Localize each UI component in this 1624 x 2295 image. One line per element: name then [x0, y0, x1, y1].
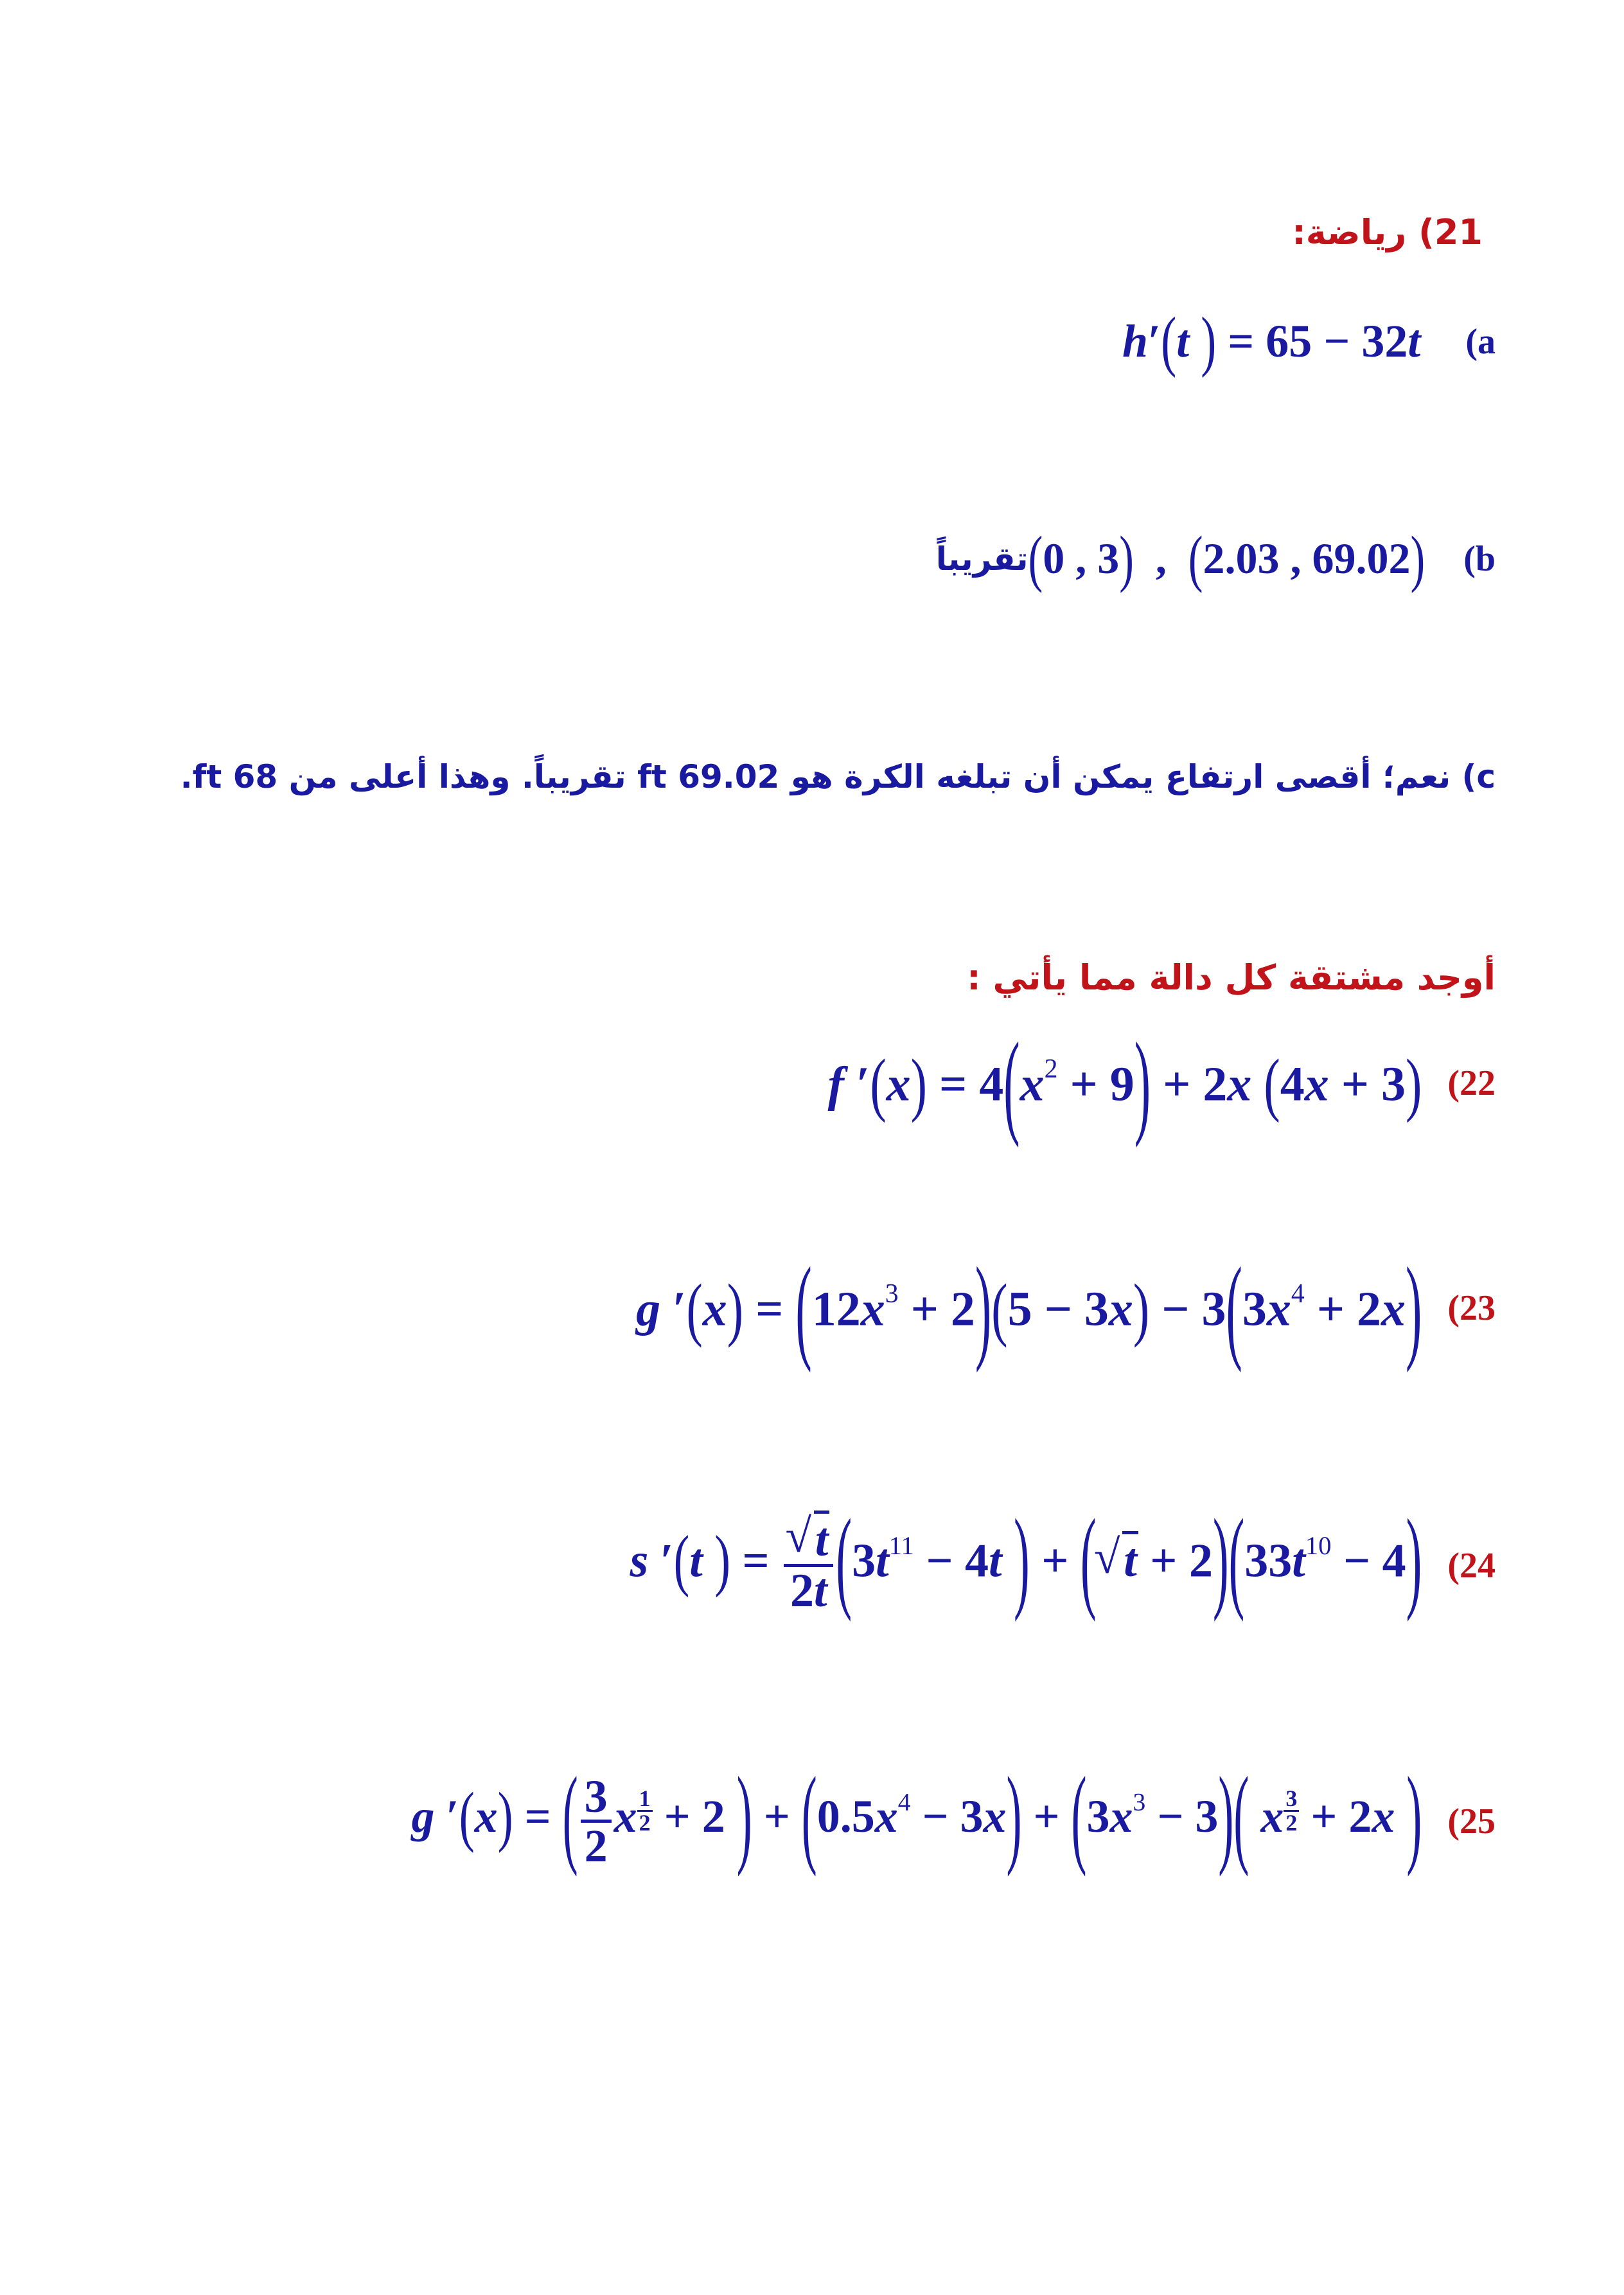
problem-24-equation: s ′(t ) = √ $\frac{t}{2t}$ ($3t^{11} - 4t$ ) + (√ $t + 2)(33t^{10} - 4)$ [630, 1516, 1422, 1615]
problem-21b-suffix: تقريباً [935, 540, 1028, 578]
instruction-heading: أوجد مشتقة كل دالة مما يأتي : [967, 957, 1496, 998]
problem-21b [935, 522, 1496, 594]
problem-22 [827, 1019, 1496, 1149]
problem-24-label: (24 [1447, 1545, 1496, 1586]
problem-25-equation: g ′(x) = ( $\frac{3}{2}$ x $\frac{1}{2}$ + 2 ) + $(0.5x^4 - 3x) + (3x^3 - 3)$( x $\frac{3}{2}$ + 2x ) [411, 1754, 1422, 1878]
problem-24 [630, 1497, 1496, 1624]
problem-21b-points: (0 , 3) , (2.03 , 69.02) [1028, 522, 1425, 594]
problem-25-label: (25 [1447, 1801, 1496, 1841]
problem-23-label: (23 [1447, 1288, 1496, 1328]
problem-21b-label: (b [1463, 538, 1496, 579]
problem-25 [411, 1754, 1496, 1878]
problem-23 [636, 1244, 1496, 1374]
problem-23-equation: g $'(x) = (12x^3 + 2)(5 - 3x) - 3(3x^4 + 2x)$ [636, 1244, 1422, 1374]
problem-21c: c) نعم؛ أقصى ارتفاع يمكن أن تبلغه الكرة هو 69.02 ft تقريباً. وهذا أعلى من 68 ft. [180, 758, 1496, 795]
problem-21a-equation: h′(t ) = 65 − 32t [1122, 303, 1421, 378]
problem-22-equation: f $'(x) = 4(x^2 + 9) + 2x$ (4x + 3) [827, 1019, 1422, 1149]
problem-21-heading: 21) رياضة: [1292, 212, 1483, 253]
problem-22-label: (22 [1447, 1063, 1496, 1103]
problem-21a-label: (a [1465, 321, 1496, 362]
problem-21a [1122, 303, 1496, 378]
